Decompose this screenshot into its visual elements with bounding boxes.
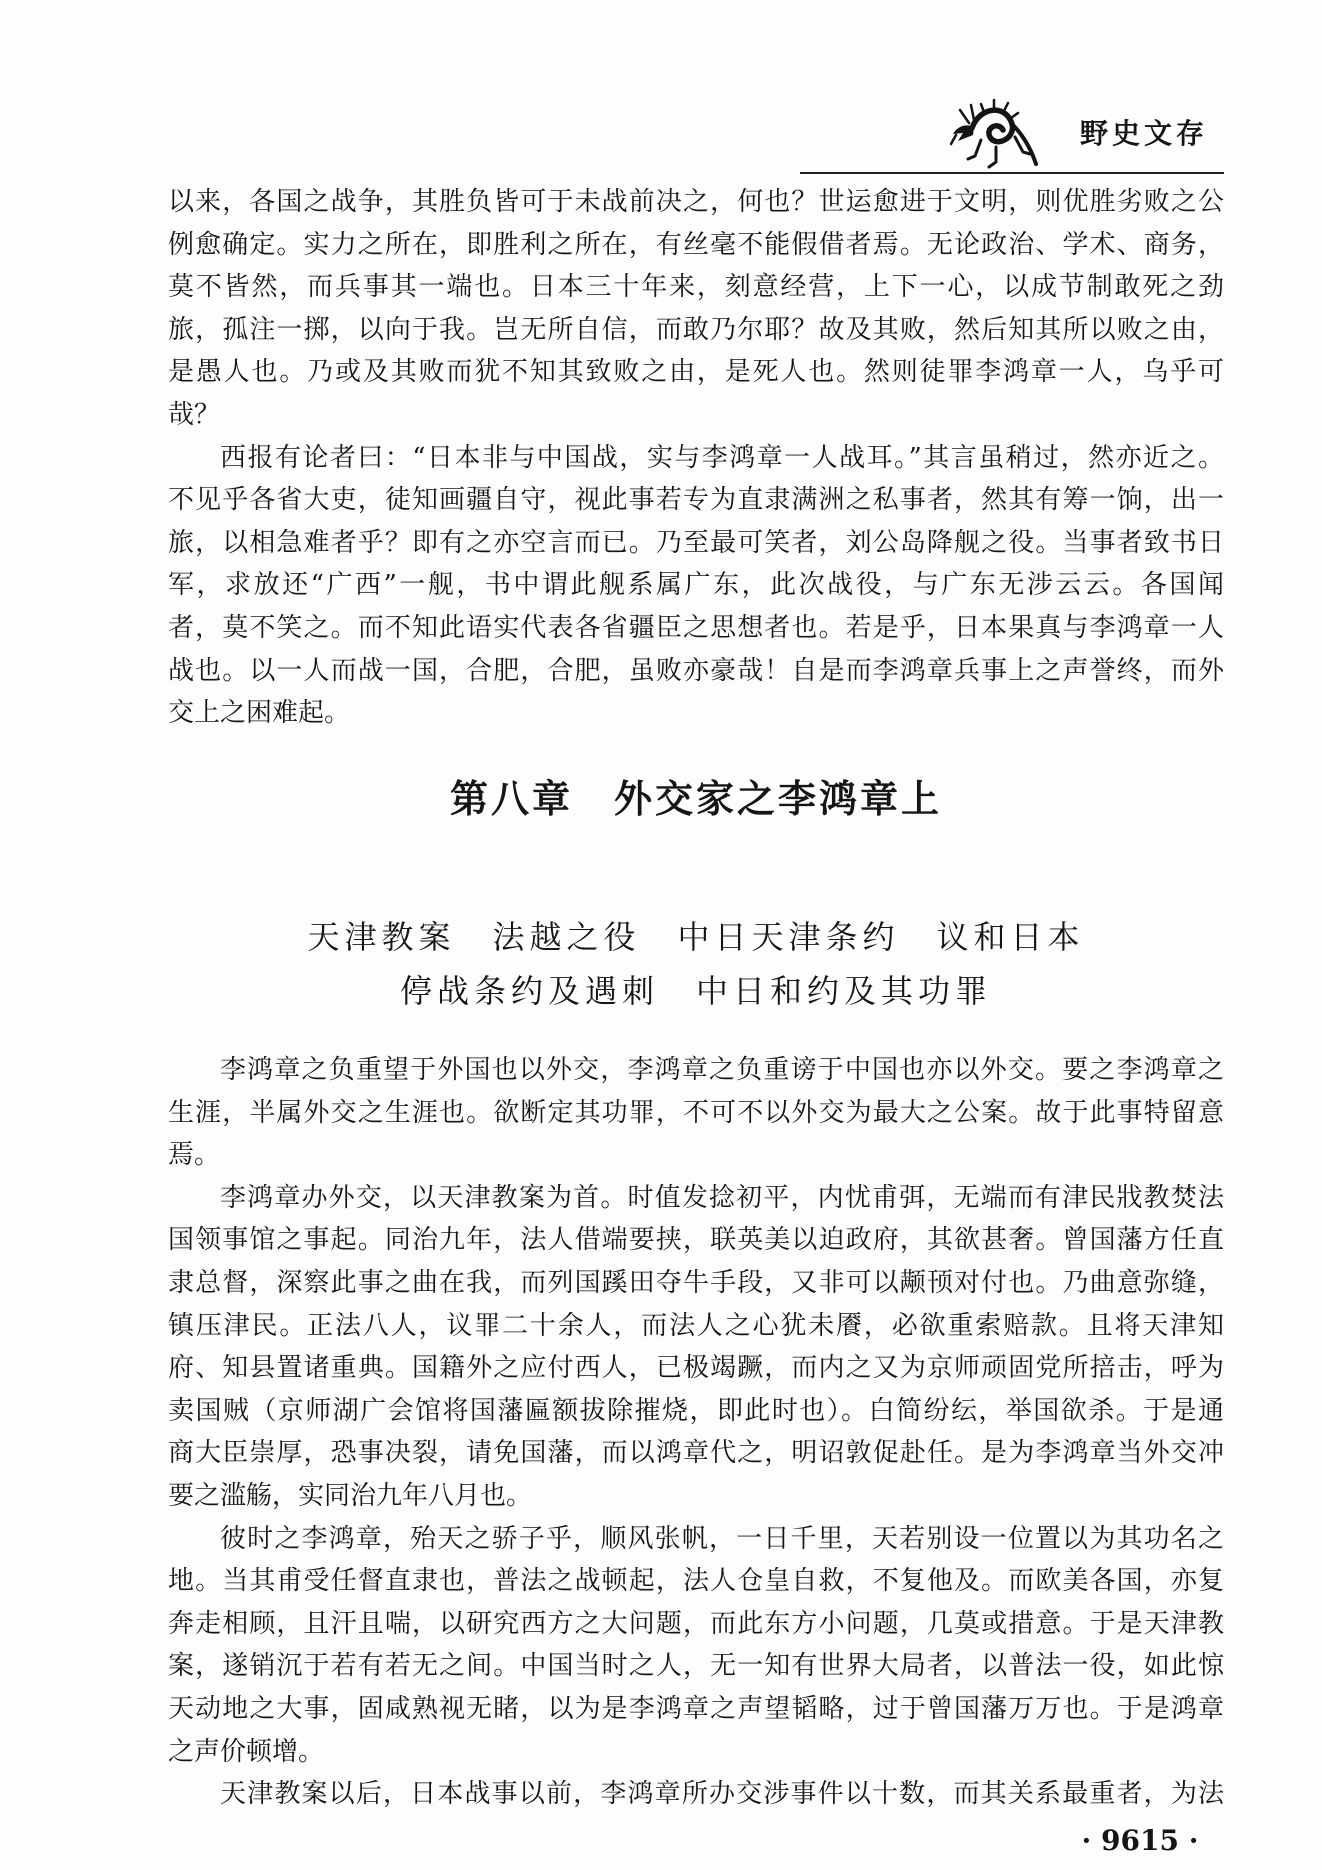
text-line: 哉？ <box>168 399 221 430</box>
text-line: 之声价顿增。 <box>168 1736 325 1767</box>
page-number: · 9615 · <box>1081 1824 1199 1857</box>
preceding-text <box>168 181 1224 735</box>
dragon-logo-icon <box>950 96 1042 174</box>
text-line: 奔走相顾，且汗且喘，以研究西方之大问题，而此东方小问题，几莫或措意。于是天津教 <box>168 1608 1224 1639</box>
text-line: 李鸿章办外交，以天津教案为首。时值发捻初平，内忧甫弭，无端而有津民戕教焚法 <box>220 1182 1224 1213</box>
text-line: 府、知县置诸重典。国籍外之应付西人，已极竭蹶，而内之又为京师顽固党所掊击，呼为 <box>168 1353 1224 1384</box>
chapter-title: 第八章 外交家之李鸿章上 <box>449 776 942 821</box>
text-line: 交上之困难起。 <box>168 698 351 729</box>
text-line: 要之滥觞，实同治九年八月也。 <box>168 1480 533 1511</box>
text-line: 天动地之大事，固咸熟视无睹，以为是李鸿章之声望韬略，过于曾国藩万万也。于是鸿章 <box>168 1693 1224 1724</box>
text-line: 以来，各国之战争，其胜负皆可于未战前决之，何也？世运愈进于文明，则优胜劣败之公 <box>168 187 1224 217</box>
text-line: 西报有论者曰：“日本非与中国战，实与李鸿章一人战耳。”其言虽稍过，然亦近之。 <box>220 442 1224 473</box>
text-line: 商大臣崇厚，恐事决裂，请免国藩，而以鸿章代之，明诏敦促赴任。是为李鸿章当外交冲 <box>168 1438 1224 1469</box>
chapter-subtitle <box>168 910 1224 1018</box>
text-line: 卖国贼（京师湖广会馆将国藩匾额拔除摧烧，即此时也）。白简纷纭，举国欲杀。于是通 <box>168 1395 1224 1426</box>
text-line: 天津教案以后，日本战事以前，李鸿章所办交涉事件以十数，而其关系最重者，为法 <box>220 1779 1224 1810</box>
text-line: 案，遂销沉于若有若无之间。中国当时之人，无一知有世界大局者，以普法一役，如此惊 <box>168 1651 1224 1682</box>
subtitle-line: 天津教案 法越之役 中日天津条约 议和日本 <box>307 918 1085 956</box>
text-line: 战也。以一人而战一国，合肥，合肥，虽败亦豪哉！自是而李鸿章兵事上之声誉终，而外 <box>168 655 1224 686</box>
text-line: 旅，孤注一掷，以向于我。岂无所自信，而敢乃尔耶？故及其败，然后知其所以败之由， <box>168 314 1224 345</box>
paragraph <box>168 1177 1224 1518</box>
text-line: 例愈确定。实力之所在，即胜利之所在，有丝毫不能假借者焉。无论政治、学术、商务， <box>168 229 1224 260</box>
text-line: 彼时之李鸿章，殆天之骄子乎，顺风张帆，一日千里，天若别设一位置以为其功名之 <box>220 1523 1224 1554</box>
text-line: 生涯，半属外交之生涯也。欲断定其功罪，不可不以外交为最大之公案。故于此事特留意 <box>168 1097 1224 1128</box>
paragraph <box>168 181 1224 437</box>
text-line: 莫不皆然，而兵事其一端也。日本三十年来，刻意经营，上下一心，以成节制敢死之劲 <box>168 272 1224 303</box>
text-line: 是愚人也。乃或及其败而犹不知其致败之由，是死人也。然则徒罪李鸿章一人，乌乎可 <box>168 357 1224 388</box>
paragraph <box>168 1773 1224 1816</box>
text-line: 旅，以相急难者乎？即有之亦空言而已。乃至最可笑者，刘公岛降舰之役。当事者致书日 <box>168 527 1224 558</box>
subtitle-line: 停战条约及遇刺 中日和约及其功罪 <box>399 972 992 1010</box>
chapter-text <box>168 1049 1224 1816</box>
text-line: 者，莫不笑之。而不知此语实代表各省疆臣之思想者也。若是乎，日本果真与李鸿章一人 <box>168 612 1224 643</box>
text-line: 隶总督，深察此事之曲在我，而列国蹊田夺牛手段，又非可以颟顸对付也。乃曲意弥缝， <box>168 1267 1224 1298</box>
text-line: 不见乎各省大吏，徒知画疆自守，视此事若专为直隶满洲之私事者，然其有筹一饷，出一 <box>168 485 1224 516</box>
text-line: 地。当其甫受任督直隶也，普法之战顿起，法人仓皇自救，不复他及。而欧美各国，亦复 <box>168 1566 1224 1597</box>
paragraph <box>168 1049 1224 1177</box>
paragraph <box>168 1518 1224 1774</box>
text-line: 军，求放还“广西”一舰，书中谓此舰系属广东，此次战役，与广东无涉云云。各国闻 <box>168 570 1224 601</box>
text-line: 李鸿章之负重望于外国也以外交，李鸿章之负重谤于中国也亦以外交。要之李鸿章之 <box>220 1055 1224 1085</box>
paragraph <box>168 437 1224 735</box>
text-line: 镇压津民。正法八人，议罪二十余人，而法人之心犹未餍，必欲重索赔款。且将天津知 <box>168 1310 1224 1341</box>
text-line: 国领事馆之事起。同治九年，法人借端要挟，联英美以迫政府，其欲甚奢。曾国藩方任直 <box>168 1225 1224 1256</box>
header-rule <box>800 172 1224 174</box>
text-line: 焉。 <box>168 1140 221 1171</box>
running-title: 野史文存 <box>1080 117 1209 150</box>
